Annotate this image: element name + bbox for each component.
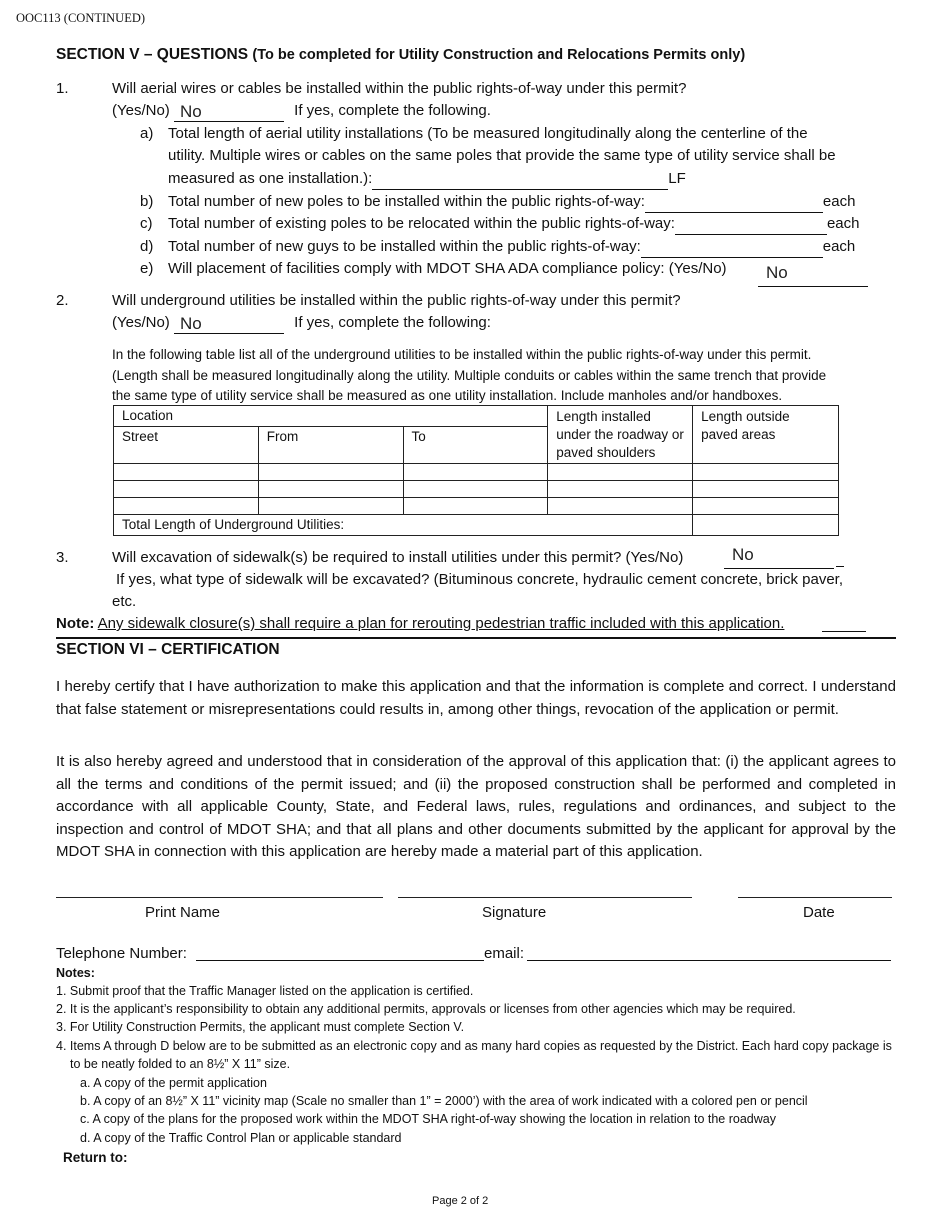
q1-text: Will aerial wires or cables be installed within the public rights-of-way under this permit?	[112, 80, 687, 97]
q1d-row	[168, 236, 855, 258]
q1c-label: c)	[140, 215, 153, 232]
cell-to[interactable]	[403, 498, 548, 515]
cell-length-outside[interactable]	[693, 464, 839, 481]
q1-answer-field[interactable]	[174, 104, 284, 122]
date-label: Date	[803, 904, 835, 921]
q1-yn-label: (Yes/No)	[112, 102, 170, 119]
q1a-field[interactable]	[372, 174, 668, 190]
underground-utilities-table	[113, 405, 839, 536]
q3-underline-tail	[836, 566, 844, 567]
note-label: Note:	[56, 615, 95, 632]
q3-followup-2: etc.	[112, 593, 137, 610]
note-4-line-1: 4. Items A through D below are to be submitted as an electronic copy and as many hard copies as requested by the District. Each hard copy package is	[56, 1039, 892, 1053]
q1e-answer-value: No	[766, 263, 788, 282]
email-field[interactable]	[527, 960, 891, 961]
th-location: Location	[114, 406, 548, 427]
certification-para-2: It is also hereby agreed and understood that in consideration of the approval of this application that: (i) the applicant agrees to all the terms and conditions of the permit issued; and (ii) the proposed construction shall be performed and completed in accordance with all applicable County, State, and Federal laws, rules, regulations and ordinances, and subject to the inspection and control of MDOT SHA; and that all plans and other documents submitted by the applicant for approval by the MDOT SHA in connection with this application are hereby made a material part of this application.	[56, 753, 896, 861]
th-length-outside: Length outside paved areas	[693, 406, 839, 464]
section-v-subtitle: (To be completed for Utility Construction and Relocations Permits only)	[252, 47, 746, 63]
q3-number: 3.	[56, 549, 69, 566]
q3-text: Will excavation of sidewalk(s) be required to install utilities under this permit? (Yes/No)	[112, 549, 684, 566]
q1d-field[interactable]	[641, 242, 823, 258]
notes-title: Notes:	[56, 966, 95, 980]
q1-if-yes: If yes, complete the following.	[294, 102, 491, 119]
cell-length-roadway[interactable]	[548, 481, 693, 498]
note-text: Any sidewalk closure(s) shall require a plan for rerouting pedestrian traffic included with this application.	[97, 615, 785, 632]
q2-if-yes: If yes, complete the following:	[294, 314, 491, 331]
signature-field[interactable]	[398, 897, 692, 898]
q1a-line1: Total length of aerial utility installations (To be measured longitudinally along the centerline of the	[168, 125, 808, 142]
th-length-roadway: Length installed under the roadway or paved shoulders	[548, 406, 693, 464]
note-4-item-d: d. A copy of the Traffic Control Plan or applicable standard	[80, 1131, 402, 1145]
q1a-line3: measured as one installation.):	[168, 170, 373, 187]
q2-instr-1: In the following table list all of the underground utilities to be installed within the public rights-of-way under this permit.	[112, 347, 812, 362]
note-3: 3. For Utility Construction Permits, the applicant must complete Section V.	[56, 1020, 465, 1034]
q1d-label: d)	[140, 238, 154, 255]
cell-length-roadway[interactable]	[548, 464, 693, 481]
th-from: From	[258, 427, 403, 464]
q1c-text: Total number of existing poles to be relocated within the public rights-of-way:	[168, 215, 675, 232]
q2-instr-3: the same type of utility service shall be measured as one utility installation. Include manholes and/or handboxes.	[112, 388, 783, 403]
q1c-row	[168, 213, 859, 235]
q1b-field[interactable]	[645, 197, 823, 213]
q1e-answer-field[interactable]	[758, 263, 868, 287]
cell-from[interactable]	[258, 481, 403, 498]
q1b-text: Total number of new poles to be installed within the public rights-of-way:	[168, 193, 645, 210]
q2-text: Will underground utilities be installed within the public rights-of-way under this permit?	[112, 292, 681, 309]
total-length-cell[interactable]	[693, 515, 839, 536]
note-4-line-2: to be neatly folded to an 8½” X 11” size.	[70, 1057, 291, 1071]
telephone-field[interactable]	[196, 960, 484, 961]
note-row	[56, 613, 784, 635]
q1b-label: b)	[140, 193, 154, 210]
q2-number: 2.	[56, 292, 69, 309]
note-underline-tail	[822, 631, 866, 632]
print-name-label: Print Name	[145, 904, 221, 921]
q2-yn-label: (Yes/No)	[112, 314, 170, 331]
q1a-label: a)	[140, 125, 154, 142]
cell-to[interactable]	[403, 464, 548, 481]
note-2: 2. It is the applicant’s responsibility to obtain any additional permits, approvals or licenses from other agencies which may be required.	[56, 1002, 796, 1016]
print-name-field[interactable]	[56, 897, 383, 898]
section-v-title-text: SECTION V – QUESTIONS	[56, 46, 249, 63]
cell-street[interactable]	[114, 498, 259, 515]
table-row	[114, 464, 839, 481]
table-row	[114, 498, 839, 515]
q3-followup-1: If yes, what type of sidewalk will be excavated? (Bituminous concrete, hydraulic cement concrete, brick paver,	[116, 571, 844, 588]
q1c-unit: each	[826, 215, 860, 232]
q1a-unit: LF	[668, 170, 686, 187]
page-number: Page 2 of 2	[432, 1195, 489, 1207]
date-field[interactable]	[738, 897, 892, 898]
cell-street[interactable]	[114, 481, 259, 498]
section-divider	[56, 637, 896, 639]
note-4-item-a: a. A copy of the permit application	[80, 1076, 267, 1090]
email-label: email:	[484, 945, 525, 962]
q1-answer-row	[112, 100, 491, 122]
note-4-item-b: b. A copy of an 8½” X 11” vicinity map (Scale no smaller than 1” = 2000’) with the area of work indicated with a colored pen or pencil	[80, 1094, 808, 1108]
q1e-text: Will placement of facilities comply with MDOT SHA ADA compliance policy: (Yes/No)	[168, 260, 727, 277]
q1d-unit: each	[822, 238, 856, 255]
q1e-label: e)	[140, 260, 154, 277]
total-length-label: Total Length of Underground Utilities:	[114, 515, 693, 536]
note-1: 1. Submit proof that the Traffic Manager listed on the application is certified.	[56, 984, 474, 998]
form-header: OOC113 (CONTINUED)	[16, 11, 146, 25]
q1a-line3-row	[168, 168, 686, 190]
certification-para-1: I hereby certify that I have authorization to make this application and that the information is complete and correct. I understand that false statement or misrepresentations could results in, among other things, revocation of the application or permit.	[56, 678, 896, 718]
cell-length-outside[interactable]	[693, 481, 839, 498]
th-street: Street	[114, 427, 259, 464]
return-to-label: Return to:	[63, 1150, 128, 1165]
signature-label: Signature	[482, 904, 547, 921]
section-vi-title: SECTION VI – CERTIFICATION	[56, 641, 280, 658]
cell-from[interactable]	[258, 498, 403, 515]
cell-length-outside[interactable]	[693, 498, 839, 515]
q1d-text: Total number of new guys to be installed within the public rights-of-way:	[168, 238, 641, 255]
q1b-unit: each	[822, 193, 856, 210]
table-row	[114, 481, 839, 498]
cell-to[interactable]	[403, 481, 548, 498]
q2-answer-field[interactable]	[174, 316, 284, 334]
telephone-label: Telephone Number:	[56, 945, 187, 962]
note-4-item-c: c. A copy of the plans for the proposed work within the MDOT SHA right-of-way showing the location in relation to the roadway	[80, 1112, 776, 1126]
q2-answer-row	[112, 312, 491, 334]
cell-street[interactable]	[114, 464, 259, 481]
q1-answer-value: No	[179, 102, 202, 121]
cell-length-roadway[interactable]	[548, 498, 693, 515]
section-v-title	[56, 46, 745, 64]
q3-answer-field[interactable]	[724, 545, 834, 569]
th-to: To	[403, 427, 548, 464]
q2-answer-value: No	[179, 314, 202, 333]
q1a-line2: utility. Multiple wires or cables on the same poles that provide the same type of utility service shall be	[168, 147, 836, 164]
q3-answer-value: No	[732, 545, 754, 564]
q1-number: 1.	[56, 80, 69, 97]
q2-instr-2: (Length shall be measured longitudinally along the utility. Multiple conduits or cables within the same trench that provide	[112, 368, 827, 383]
cell-from[interactable]	[258, 464, 403, 481]
q1b-row	[168, 191, 855, 213]
q1c-field[interactable]	[675, 219, 827, 235]
